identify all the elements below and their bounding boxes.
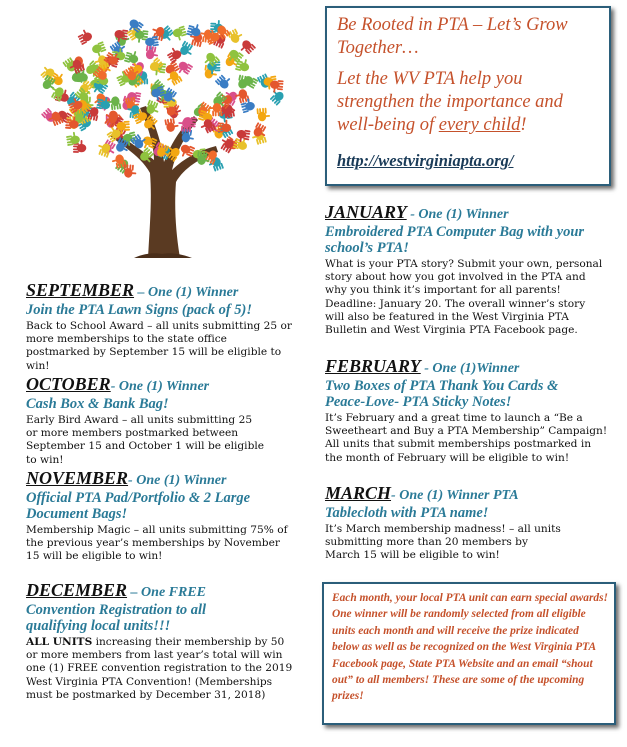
month-november: NOVEMBER- One (1) Winner Official PTA Pad/Portfolio & 2 Large Document Bags! Membership Magic – all units submitting 75% of the previous year’s memberships by November 15 will be eligible to win! bbox=[26, 468, 288, 563]
promo-box bbox=[325, 6, 611, 186]
month-label: SEPTEMBER bbox=[26, 280, 135, 300]
winner-count: One (1) Winner bbox=[148, 285, 239, 300]
prize-description: ALL UNITS increasing their membership by 50 or more members from last year’s total will win one (1) FREE convention registration to the 2019 West Virginia PTA Convention! (Memberships must be postmarked by December 31, 2018) bbox=[26, 636, 293, 701]
month-label: NOVEMBER bbox=[26, 468, 129, 488]
hand-print-icon bbox=[165, 45, 183, 63]
winner-count: One FREE bbox=[141, 585, 207, 600]
rules-box bbox=[322, 582, 616, 725]
hand-print-icon bbox=[234, 88, 250, 104]
hand-print-icon bbox=[257, 107, 271, 121]
hand-print-icon bbox=[227, 27, 245, 45]
hand-print-icon bbox=[76, 28, 94, 46]
prize-description: It’s February and a great time to launch a “Be a Sweetheart and Buy a PTA Membership” Campaign! All units that submit memberships postmarked in the month of February will be eligible to win! bbox=[325, 412, 608, 464]
prize-title: Two Boxes of PTA Thank You Cards & Peace-Love- PTA Sticky Notes! bbox=[325, 378, 559, 410]
prize-title: Convention Registration to all qualifying local units!!! bbox=[26, 602, 207, 634]
month-label: JANUARY bbox=[325, 202, 407, 222]
hand-tree-icon bbox=[30, 8, 292, 262]
hand-print-icon bbox=[123, 164, 137, 178]
winner-count: One (1) Winner bbox=[418, 207, 509, 222]
promo-slogan: Be Rooted in PTA – Let’s Grow Together… bbox=[337, 15, 568, 58]
hand-print-icon bbox=[172, 26, 189, 42]
hand-print-icon bbox=[124, 49, 140, 65]
hand-print-icon bbox=[164, 117, 179, 132]
hand-print-icon bbox=[91, 41, 108, 58]
month-december: DECEMBER – One FREE Convention Registration to all qualifying local units!!! ALL UNITS increasing their membership by 50 or more members from last year’s total will win one (1) FREE convention registration to the 2019 West Virginia PTA Convention! (Memberships must be postmarked by December 31, 2018) bbox=[26, 580, 293, 701]
winner-count: One (1)Winner bbox=[432, 361, 520, 376]
month-label: MARCH bbox=[325, 483, 392, 503]
prize-title: Cash Box & Bank Bag! bbox=[26, 396, 169, 412]
promo-url-link[interactable]: http://westvirginiapta.org/ bbox=[337, 151, 514, 170]
rules-text: Each month, your local PTA unit can earn special awards! One winner will be randomly selected from all eligible units each month and will receive the prize indicated below as well as be recognized on the West Virginia PTA Facebook page, State PTA Website and an email “shout out” to all members! These are some of the upcoming prizes! bbox=[332, 592, 608, 703]
prize-title: Join the PTA Lawn Signs (pack of 5)! bbox=[26, 302, 252, 318]
month-label: OCTOBER bbox=[26, 374, 111, 394]
winner-count: One (1) Winner PTA bbox=[399, 488, 519, 503]
prize-title: Tablecloth with PTA name! bbox=[325, 505, 489, 521]
month-february: FEBRUARY - One (1)Winner Two Boxes of PTA Thank You Cards & Peace-Love- PTA Sticky Notes! It’s February and a great time to launch a “Be a Sweetheart and Buy a PTA Membership” Campaign! All units that submit memberships postmarked in the month of February will be eligible to win! bbox=[325, 357, 611, 465]
prize-title: Official PTA Pad/Portfolio & 2 Large Document Bags! bbox=[26, 490, 251, 522]
month-label: FEBRUARY bbox=[325, 356, 421, 376]
prize-description: Membership Magic – all units submitting 75% of the previous year’s memberships by November 15 will be eligible to win! bbox=[26, 524, 288, 563]
month-september: SEPTEMBER – One (1) Winner Join the PTA Lawn Signs (pack of 5)! Back to School Award – all units submitting 25 or more memberships to the state office postmarked by September 15 will be eligible to win! bbox=[26, 281, 294, 373]
prize-title: Embroidered PTA Computer Bag with your school’s PTA! bbox=[325, 224, 585, 256]
winner-count: One (1) Winner bbox=[118, 379, 210, 394]
month-march: MARCH- One (1) Winner PTA Tablecloth with PTA name! It’s March membership madness! – all units submitting more than 20 members by March 15 will be eligible to win! bbox=[325, 484, 565, 563]
promo-message: Let the WV PTA help you strengthen the importance and well-being of every child! bbox=[337, 69, 563, 135]
month-label: DECEMBER bbox=[26, 580, 128, 600]
hand-print-icon bbox=[215, 72, 234, 91]
prize-description: Early Bird Award – all units submitting 25 or more members postmarked between September 15 and October 1 will be eligible to win! bbox=[26, 414, 265, 466]
month-january: JANUARY - One (1) Winner Embroidered PTA Computer Bag with your school’s PTA! What is your PTA story? Submit your own, personal story about how you got involved in the PTA and why you think it’s important for all parents! Deadline: January 20. The overall winner’s story will also be featured in the West Virginia PTA Bulletin and West Virginia PTA Facebook page. bbox=[325, 203, 607, 337]
hand-print-icon bbox=[267, 87, 286, 106]
prize-description: It’s March membership madness! – all units submitting more than 20 members by March 15 will be eligible to win! bbox=[325, 523, 561, 562]
prize-description: Back to School Award – all units submitting 25 or more memberships to the state office postmarked by September 15 will be eligible to win! bbox=[26, 320, 292, 372]
month-october: OCTOBER- One (1) Winner Cash Box & Bank Bag! Early Bird Award – all units submitting 25 or more members postmarked between September 15 and October 1 will be eligible to win! bbox=[26, 374, 265, 466]
prize-description: What is your PTA story? Submit your own, personal story about how you got involved in the PTA and why you think it’s important for all parents! Deadline: January 20. The overall winner’s story will also be featured in the West Virginia PTA Bulletin and West Virginia PTA Facebook page. bbox=[325, 258, 603, 337]
hand-print-icon bbox=[218, 136, 236, 154]
hand-print-icon bbox=[178, 118, 192, 132]
winner-count: One (1) Winner bbox=[136, 473, 227, 488]
